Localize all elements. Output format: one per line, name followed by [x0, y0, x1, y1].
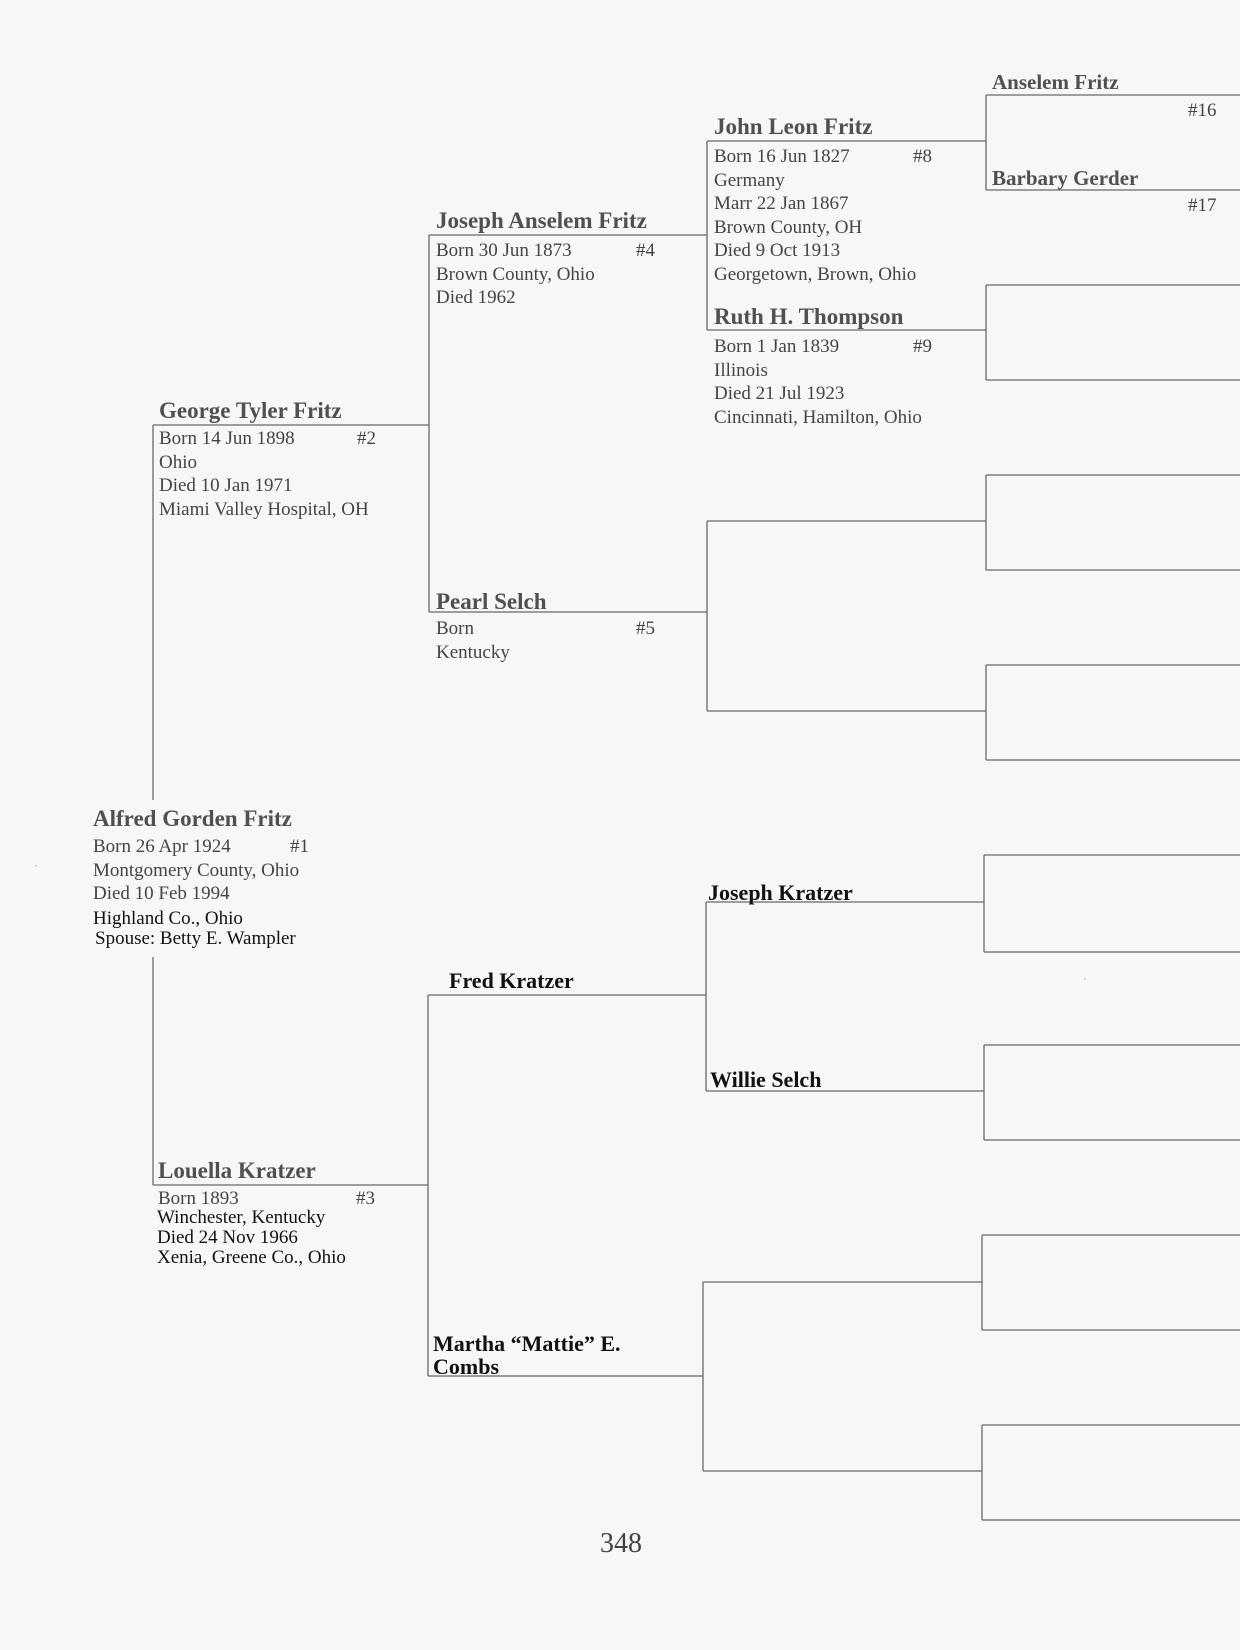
page-number: 348	[600, 1528, 642, 1559]
person-3-number: #3	[356, 1188, 375, 1209]
person-8-number: #8	[913, 146, 932, 167]
person-3-born: Born 1893	[158, 1188, 239, 1209]
person-8-married: Marr 22 Jan 1867	[714, 193, 849, 214]
person-13-name: Willie Selch	[710, 1067, 822, 1092]
person-5-name: Pearl Selch	[436, 589, 547, 614]
person-2-number: #2	[357, 428, 376, 449]
person-7-name-line1: Martha “Mattie” E.	[433, 1331, 621, 1356]
person-1-died: Died 10 Feb 1994	[93, 883, 230, 904]
person-8-name: John Leon Fritz	[714, 114, 873, 139]
person-7-name-line2: Combs	[433, 1354, 500, 1379]
person-4-born: Born 30 Jun 1873	[436, 240, 572, 261]
person-8-died: Died 9 Oct 1913	[714, 240, 841, 261]
person-4-name: Joseph Anselem Fritz	[436, 208, 647, 233]
scan-speck: ˙	[34, 862, 38, 876]
person-1-birthplace: Montgomery County, Ohio	[93, 859, 300, 881]
person-3-deathplace: Xenia, Greene Co., Ohio	[157, 1247, 346, 1268]
person-9-deathplace: Cincinnati, Hamilton, Ohio	[714, 406, 922, 428]
person-9-born: Born 1 Jan 1839	[714, 336, 840, 357]
person-1-details	[93, 835, 299, 906]
scan-speck: ˙	[1083, 975, 1087, 989]
person-9-died: Died 21 Jul 1923	[714, 383, 845, 404]
person-3-died: Died 24 Nov 1966	[157, 1227, 298, 1248]
person-1-spouse: Spouse: Betty E. Wampler	[95, 928, 296, 949]
person-3-birthplace: Winchester, Kentucky	[157, 1207, 326, 1228]
person-12-name: Joseph Kratzer	[708, 880, 853, 905]
person-9-name: Ruth H. Thompson	[714, 304, 904, 329]
person-4-number: #4	[636, 240, 655, 261]
person-1-deathplace: Highland Co., Ohio	[93, 908, 243, 929]
person-3-details	[157, 1208, 346, 1268]
person-2-name: George Tyler Fritz	[159, 398, 342, 423]
person-2-details	[159, 427, 369, 521]
person-8-details	[714, 145, 916, 286]
person-5-born: Born	[436, 618, 474, 639]
person-9-birthplace: Illinois	[714, 359, 768, 381]
person-6-name: Fred Kratzer	[449, 968, 574, 993]
person-4-birthplace: Brown County, Ohio	[436, 263, 595, 285]
line-p15	[703, 1425, 982, 1520]
person-7-name	[433, 1332, 621, 1378]
person-8-marriageplace: Brown County, OH	[714, 216, 863, 238]
person-9-details	[714, 335, 922, 429]
person-2-deathplace: Miami Valley Hospital, OH	[159, 498, 369, 520]
person-4-details	[436, 239, 595, 310]
person-17-number: #17	[1188, 195, 1217, 216]
line-p5	[429, 521, 707, 711]
person-5-details	[436, 617, 510, 664]
person-2-died: Died 10 Jan 1971	[159, 475, 293, 496]
line-p11	[707, 665, 986, 760]
line-p3	[153, 995, 428, 1376]
person-5-birthplace: Kentucky	[436, 641, 510, 663]
person-3-name: Louella Kratzer	[158, 1158, 316, 1183]
line-p6	[428, 902, 706, 1091]
person-1-name: Alfred Gorden Fritz	[93, 806, 292, 831]
line-p14	[703, 1235, 982, 1330]
person-16-name: Anselem Fritz	[992, 70, 1119, 94]
person-8-birthplace: Germany	[714, 169, 785, 191]
person-4-died: Died 1962	[436, 287, 516, 308]
person-17-name: Barbary Gerder	[992, 166, 1139, 190]
person-16-number: #16	[1188, 100, 1217, 121]
person-9-number: #9	[913, 336, 932, 357]
person-8-born: Born 16 Jun 1827	[714, 146, 850, 167]
person-1-number: #1	[290, 836, 309, 857]
person-1-born: Born 26 Apr 1924	[93, 836, 231, 857]
person-2-birthplace: Ohio	[159, 451, 197, 473]
person-8-deathplace: Georgetown, Brown, Ohio	[714, 263, 917, 285]
person-2-born: Born 14 Jun 1898	[159, 428, 295, 449]
person-5-number: #5	[636, 618, 655, 639]
line-p10	[707, 475, 986, 570]
